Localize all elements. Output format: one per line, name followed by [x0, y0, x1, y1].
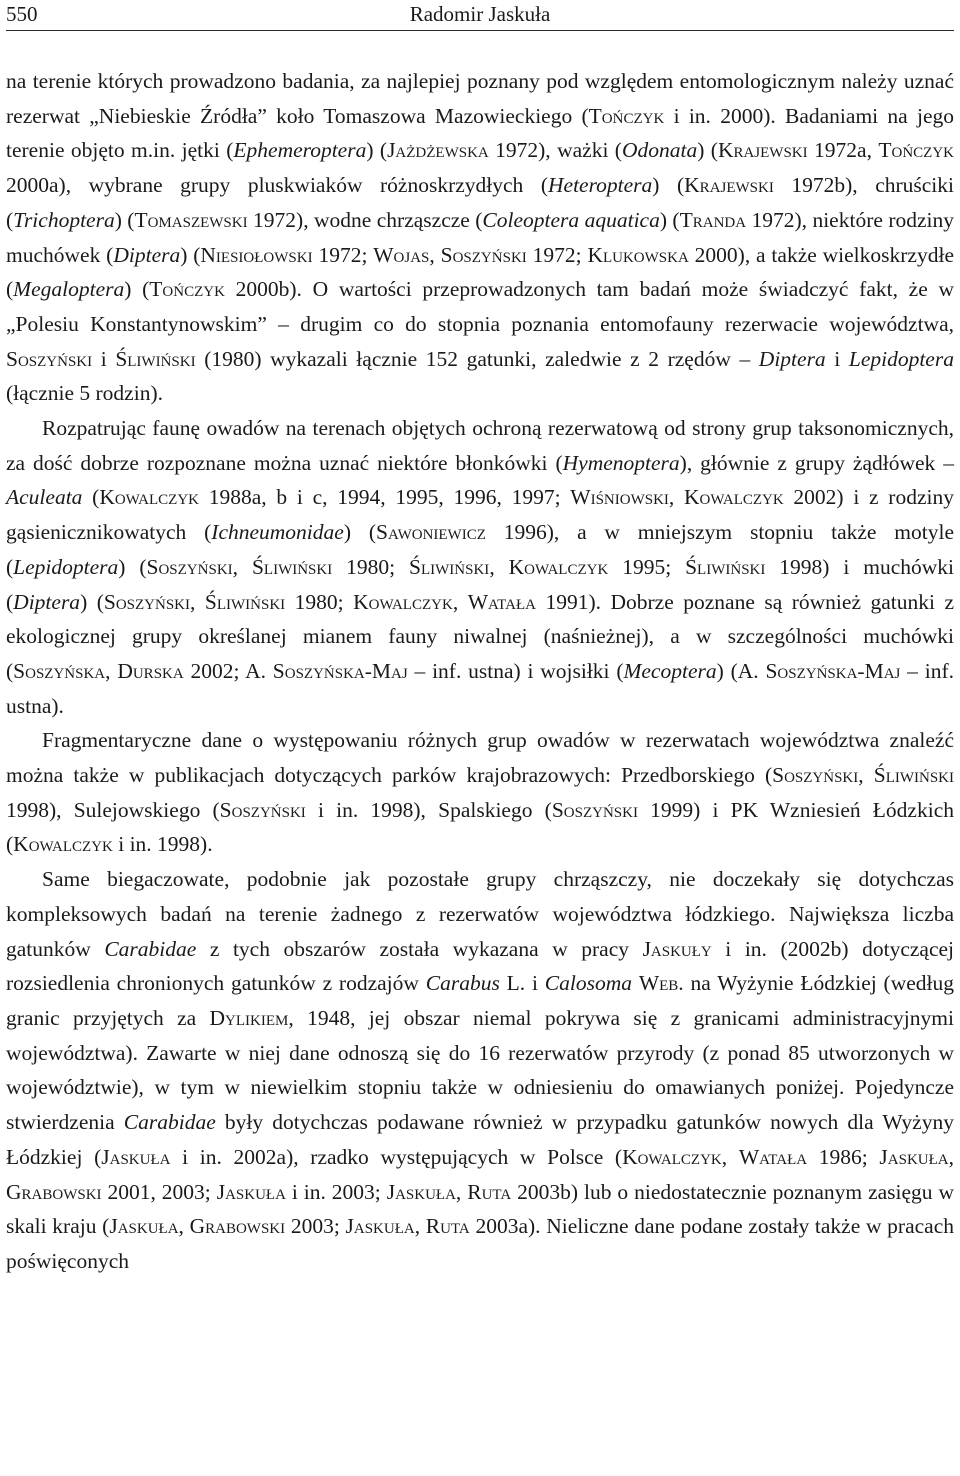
text-run: 1972b), chruściki (	[6, 173, 955, 232]
text-run: 1972), wodne chrząszcze (	[247, 207, 483, 232]
author-name: Krajewski	[684, 173, 774, 198]
italic-term: Carabus	[425, 971, 500, 996]
author-name: Kowalczyk	[622, 1144, 722, 1169]
text-run: 2000b). O wartości przeprowadzonych tam badań może świadczyć fakt, że w „Polesiu Konstantynowskim” – drugim co do stopnia poznania entomofauny rezerwacie województwa,	[6, 277, 954, 336]
author-name: Soszyński	[440, 242, 527, 267]
text-run: 1996), a w mniejszym stopniu także motyle (	[6, 520, 954, 579]
author-name: Web.	[638, 971, 684, 996]
text-run: ) (	[652, 173, 685, 198]
text-run: były dotychczas podawane również w przypadku gatunków nowych dla Wyżyny Łódzkiej (	[6, 1110, 954, 1169]
text-run: i in. 2000). Badaniami na jego terenie objęto m.in. jętki (	[6, 103, 954, 163]
author-name: Tończyk	[149, 277, 225, 302]
paragraph-1	[6, 64, 954, 411]
author-name: Soszyńska	[13, 658, 106, 683]
text-run: ,	[948, 1144, 954, 1169]
author-name: Durska	[117, 658, 184, 683]
text-run: (1980) wykazali łącznie 152 gatunki, zaledwie z 2 rzędów –	[195, 346, 759, 371]
text-run: ) (	[118, 554, 147, 579]
italic-term: Hymenoptera	[562, 450, 680, 475]
author-name: Dylikiem	[209, 1005, 289, 1030]
text-run: ,	[232, 554, 252, 579]
text-run: ,	[858, 763, 874, 788]
author-name: Soszyński	[103, 589, 191, 614]
author-name: Jaskuła	[109, 1214, 179, 1239]
author-name: Watała	[738, 1144, 808, 1169]
italic-term: Aculeata	[6, 485, 83, 510]
author-name: Grabowski	[6, 1179, 102, 1204]
italic-term: Heteroptera	[548, 173, 653, 198]
author-name: Soszyńska-Maj	[765, 658, 901, 683]
author-name: Jaskuła	[879, 1144, 949, 1169]
text-run: ) (A.	[716, 658, 766, 683]
author-name: Tończyk	[588, 103, 665, 128]
italic-term: Diptera	[758, 346, 826, 371]
text-run: 1972;	[312, 242, 374, 267]
italic-term: Odonata	[621, 138, 698, 163]
italic-term: Coleoptera aquatica	[482, 207, 660, 232]
text-run	[632, 971, 639, 995]
author-name: Soszyński	[551, 797, 638, 822]
text-run: 2003a). Nieliczne dane podane zostały także w pracach poświęconych	[6, 1214, 955, 1273]
text-run: 1972), ważki (	[488, 138, 622, 163]
text-run: L. i	[499, 971, 545, 996]
author-name: Watała	[467, 589, 536, 614]
paragraph-4	[6, 862, 954, 1278]
paragraph-2	[6, 411, 954, 723]
text-run: 1972), niektóre rodziny muchówek (	[6, 207, 954, 267]
author-name: Kowalczyk	[508, 554, 609, 579]
text-run: ,	[429, 242, 441, 267]
text-run: 2003b) lub o niedostatecznie poznanym zasięgu w skali kraju (	[6, 1179, 954, 1239]
text-run: ) (	[180, 242, 201, 267]
author-name: Śliwiński	[685, 554, 766, 579]
text-run: ,	[105, 658, 118, 683]
running-head-author: Radomir Jaskuła	[409, 2, 551, 26]
italic-term: Mecoptera	[623, 658, 717, 683]
italic-term: Lepidoptera	[13, 554, 119, 579]
author-name: Soszyński	[219, 797, 306, 822]
author-name: Śliwiński	[873, 763, 955, 788]
text-run: 2003;	[285, 1214, 346, 1239]
text-run: 2001, 2003;	[101, 1179, 217, 1204]
text-run: – inf. ustna) i wojsiłki (	[407, 658, 624, 683]
text-run: 1998) i muchówki (	[6, 554, 955, 614]
text-run: ), głównie z grupy żądłówek –	[679, 450, 954, 475]
text-run: (łącznie 5 rodzin).	[6, 381, 163, 406]
author-name: Soszyński	[6, 346, 93, 371]
author-name: Śliwiński	[251, 554, 333, 579]
text-run: ) (	[366, 138, 388, 163]
running-header	[6, 0, 954, 31]
author-name: Soszyński	[772, 763, 859, 788]
text-run: na terenie których prowadzono badania, za najlepiej poznany pod względem entomologicznym należy uznać rezerwat „Niebieskie Źródła” koło Tomaszowa Mazowieckiego (	[6, 69, 954, 128]
text-run: ,	[455, 1179, 468, 1204]
author-name: Wojas	[373, 242, 430, 267]
text-run: , 1948, jej obszar niemal pokrywa się z granicami administracyjnymi województwa). Zawarte w niej dane odnoszą się do 16 rezerwatów przyrody (z ponad 85 utworzonych w województwie), w tym w niewielkim stopniu także w odniesieniu do omawianych poniżej. Pojedyncze stwierdzenia	[6, 1005, 954, 1135]
text-run: (	[82, 485, 100, 510]
author-name: Śliwiński	[409, 554, 490, 579]
text-run: 1986;	[807, 1144, 880, 1169]
author-name: Kowalczyk	[353, 589, 453, 614]
text-run: ,	[452, 589, 468, 614]
text-run: 1999) i PK Wzniesień Łódzkich (	[6, 797, 954, 857]
text-run: ,	[668, 485, 685, 510]
italic-term: Ichneumonidae	[211, 520, 344, 545]
author-name: Wiśniowski	[570, 485, 669, 510]
text-run: i in. 1998).	[112, 832, 213, 857]
text-run: 1998), Sulejowskiego (	[6, 797, 220, 822]
text-run: 2002; A.	[183, 658, 273, 683]
author-name: Niesiołowski	[200, 242, 313, 267]
text-run: i in. 1998), Spalskiego (	[305, 797, 552, 822]
text-run: Rozpatrując faunę owadów na terenach objętych ochroną rezerwatową od strony grup taksonomicznych, za dość dobrze rozpoznane można uznać niektóre błonkówki (	[6, 416, 954, 475]
author-name: Śliwiński	[115, 346, 196, 371]
italic-term: Calosoma	[544, 971, 632, 996]
text-run: 1995;	[608, 554, 686, 579]
text-run: na Wyżynie Łódzkiej (według granic przyjętych za	[6, 971, 955, 1030]
author-name: Kowalczyk	[99, 485, 200, 510]
italic-term: Ephemeroptera	[233, 138, 367, 163]
text-run: – inf. ustna).	[6, 658, 954, 718]
body-text	[6, 64, 954, 1279]
text-run: 1988a, b i c, 1994, 1995, 1996, 1997;	[199, 485, 571, 510]
italic-term: Diptera	[13, 589, 81, 614]
author-name: Klukowska	[587, 242, 689, 267]
page-number: 550	[6, 2, 38, 26]
text-run: 2002) i z rodziny gąsienicznikowatych (	[6, 485, 954, 545]
author-name: Jaskuła	[216, 1179, 286, 1204]
text-run: ) (	[114, 207, 135, 232]
text-run: Same biegaczowate, podobnie jak pozostałe grupy chrząszczy, nie doczekały się dotychczas kompleksowych badań na terenie żadnego z rezerwatów województwa łódzkiego. Największa liczba gatunków	[6, 867, 954, 961]
author-name: Jaskuła	[345, 1214, 415, 1239]
author-name: Tomaszewski	[134, 207, 248, 232]
text-run: i in. (2002b) dotyczącej rozsiedlenia chronionych gatunków z rodzajów	[6, 936, 954, 996]
text-run: i	[92, 346, 116, 371]
text-run: ,	[414, 1214, 426, 1239]
author-name: Sawoniewicz	[375, 520, 486, 545]
text-run: ) (	[697, 138, 718, 163]
text-run: ,	[190, 589, 205, 614]
author-name: Jażdżewska	[387, 138, 489, 163]
text-run: ) (	[343, 520, 376, 545]
author-name: Ruta	[467, 1179, 512, 1204]
paragraph-3	[6, 723, 954, 862]
author-name: Śliwiński	[204, 589, 286, 614]
text-run: ,	[721, 1144, 739, 1169]
text-run: 2000a), wybrane grupy pluskwiaków różnoskrzydłych (	[6, 173, 548, 198]
author-name: Jaskuła	[101, 1144, 171, 1169]
text-run: 2000), a także wielkoskrzydłe (	[6, 242, 954, 302]
text-run: Fragmentaryczne dane o występowaniu różnych grup owadów w rezerwatach województwa znaleźć można także w publikacjach dotyczących parków krajobrazowych: Przedborskiego (	[6, 728, 954, 788]
text-run: i in. 2003;	[285, 1179, 387, 1204]
text-run: ) (	[80, 589, 104, 614]
text-run: 1991). Dobrze poznane są również gatunki z ekologicznej grupy określanej mianem fauny niwalnej (naśnieżnej), a w szczególności muchówki (	[6, 589, 955, 683]
text-run: ) (	[659, 207, 680, 232]
italic-term: Lepidoptera	[848, 346, 954, 371]
text-run: 1980;	[285, 589, 354, 614]
italic-term: Carabidae	[104, 936, 197, 961]
italic-term: Carabidae	[123, 1110, 216, 1135]
italic-term: Trichoptera	[13, 207, 115, 232]
author-name: Krajewski	[717, 138, 808, 163]
italic-term: Megaloptera	[13, 277, 125, 302]
author-name: Tończyk	[878, 138, 954, 163]
text-run: ) (	[124, 277, 150, 302]
text-run: 1980;	[332, 554, 410, 579]
author-name: Soszyński	[146, 554, 233, 579]
text-run: ,	[489, 554, 509, 579]
text-run: 1972;	[526, 242, 588, 267]
author-name: Tranda	[679, 207, 747, 232]
author-name: Jaskuła	[386, 1179, 456, 1204]
author-name: Ruta	[425, 1214, 470, 1239]
author-name: Kowalczyk	[13, 832, 113, 857]
text-run: ,	[178, 1214, 190, 1239]
author-name: Jaskuły	[642, 936, 712, 961]
author-name: Kowalczyk	[684, 485, 784, 510]
text-run: i in. 2002a), rzadko występujących w Polsce (	[170, 1144, 623, 1169]
author-name: Soszyńska-Maj	[272, 658, 408, 683]
author-name: Grabowski	[189, 1214, 286, 1239]
text-run: 1972a,	[807, 138, 879, 163]
italic-term: Diptera	[113, 242, 181, 267]
text-run: z tych obszarów została wykazana w pracy	[196, 936, 643, 961]
text-run: i	[825, 346, 849, 371]
